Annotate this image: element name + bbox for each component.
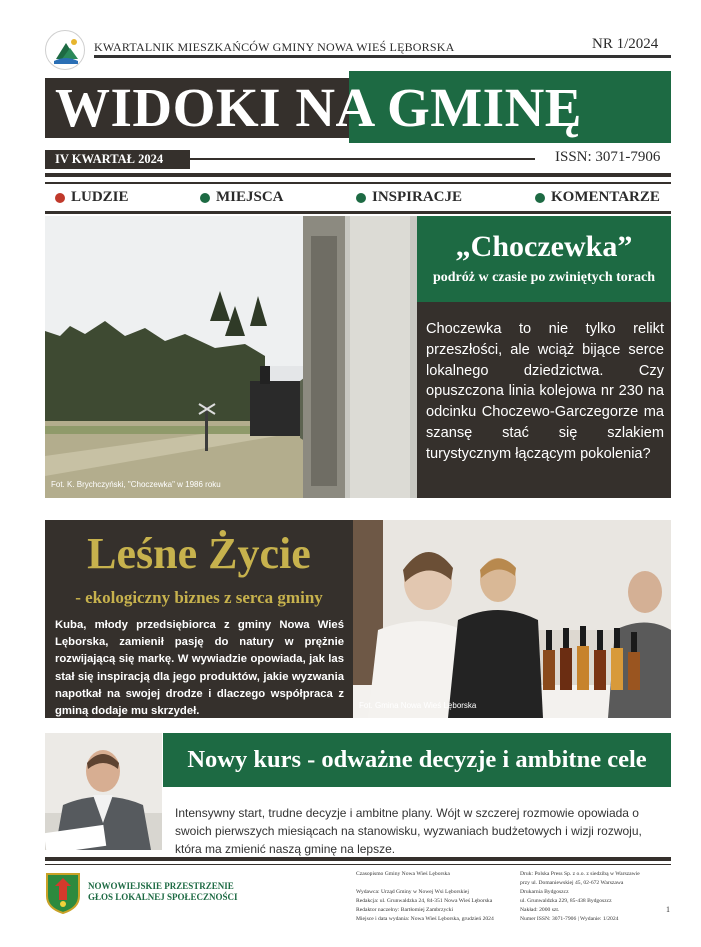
printing-line: Nakład: 2000 szt. — [520, 907, 560, 913]
nav-item-inspiracje[interactable] — [356, 189, 462, 206]
printing-line: Numer ISSN: 3071-7906 | Wydanie: 1/2024 — [520, 916, 619, 922]
bullet-icon — [535, 193, 545, 203]
bullet-icon — [200, 193, 210, 203]
article-title[interactable]: Nowy kurs - odważne decyzje i ambitne cele — [187, 746, 647, 773]
nav-item-ludzie[interactable] — [55, 189, 129, 206]
page-number: 1 — [666, 905, 670, 914]
nav-item-label: MIEJSCA — [216, 189, 284, 205]
business-photo — [353, 520, 671, 718]
printing-line: Druk: Polska Press Sp. z o.o. z siedzibą w Warszawie — [520, 871, 640, 877]
publisher-line: Redakcja: ul. Grunwaldzka 24, 84-351 Nowa Wieś Lęborska — [356, 898, 493, 904]
gmina-logo — [45, 30, 85, 70]
publisher-line: Czasopismo Gminy Nowa Wieś Lęborska — [356, 871, 450, 877]
article-header[interactable] — [417, 216, 671, 302]
nav-item-label: KOMENTARZE — [551, 189, 660, 205]
quarter-rule — [190, 158, 535, 160]
printing-line: ul. Grunwaldzka 229, 85-438 Bydgoszcz — [520, 898, 612, 904]
article-title: „Choczewka” — [455, 230, 633, 263]
bullet-icon — [55, 193, 65, 203]
footer-rule — [45, 857, 671, 861]
issn: ISSN: 3071-7906 — [555, 149, 661, 165]
publisher-line — [356, 879, 494, 888]
article-body: Intensywny start, trudne decyzje i ambitne plany. Wójt w szczerej rozmowie opowiada o swoich pierwszych miesiącach na stanowisku, wyzwaniach budżetowych i wizji rozwoju, która ma zmienić naszą gminę na lepsze. — [175, 806, 642, 856]
nav-item-miejsca[interactable] — [200, 189, 284, 206]
photo-caption: Fot. K. Brychczyński, "Choczewka" w 1986 roku — [51, 480, 221, 489]
mayor-photo — [45, 733, 162, 850]
printing-line: przy ul. Domaniewskiej 45, 02-672 Warszawa — [520, 880, 624, 886]
train-photo — [45, 216, 417, 498]
issue-number: NR 1/2024 — [592, 36, 659, 52]
publisher-line: Redaktor naczelny: Bartłomiej Zambrzycki — [356, 907, 454, 913]
nav-item-label: LUDZIE — [71, 189, 129, 205]
article-body: Choczewka to nie tylko relikt przeszłości, ale wciąż bijące serce lokalnego dziedzictwa. Czy opuszczona linia kolejowa nr 230 na odcinku Choczewo-Garczegorze ma szansę stać się szlakiem turystycznym łączącym pokolenia? — [426, 321, 664, 462]
top-rule — [94, 55, 671, 58]
nav-rule-bottom — [45, 211, 671, 214]
article-subtitle: - ekologiczny biznes z serca gminy — [75, 588, 323, 607]
bullet-icon — [356, 193, 366, 203]
nav-rule-top-thin — [45, 182, 671, 184]
article-body: Kuba, młody przedsiębiorca z gminy Nowa Wieś Lęborska, zamienił pasję do natury w prężnie rozwijającą się markę. W wywiadzie opowiada, jak las stał się inspiracją dla jego produktów, jakie wyzwania napotkał na swojej drodze i dlaczego współpraca z gminą dodaje mu skrzydeł. — [55, 619, 344, 718]
coat-of-arms-icon — [45, 872, 81, 914]
publisher-info — [356, 870, 494, 924]
footer-rule-thin — [45, 864, 671, 865]
page-title: WIDOKI NA GMINĘ — [55, 77, 582, 138]
article-title[interactable]: Leśne Życie — [87, 529, 311, 578]
nav-item-label: INSPIRACJE — [372, 189, 463, 205]
printing-line: Drukarnia Bydgoszcz — [520, 889, 569, 895]
printing-info — [520, 870, 640, 924]
article-subtitle: podróż w czasie po zwiniętych torach — [432, 270, 656, 285]
photo-caption: Fot. Gmina Nowa Wieś Lęborska — [359, 701, 477, 710]
quarter-badge: IV KWARTAŁ 2024 — [45, 150, 190, 169]
footer-slogan-line: NOWOWIEJSKIE PRZESTRZENIE — [88, 881, 234, 891]
publisher-line: Wydawca: Urząd Gminy w Nowej Wsi Lęborskiej — [356, 889, 469, 895]
publisher-line: Miejsce i data wydania: Nowa Wieś Lęborska, grudzień 2024 — [356, 916, 494, 922]
nav-item-komentarze[interactable] — [535, 189, 660, 206]
footer-slogan-line: GŁOS LOKALNEJ SPOŁECZNOŚCI — [88, 892, 238, 902]
nav-rule-top — [45, 173, 671, 177]
masthead-kicker: KWARTALNIK MIESZKAŃCÓW GMINY NOWA WIEŚ LĘBORSKA — [94, 40, 455, 54]
footer-slogan — [88, 881, 238, 903]
